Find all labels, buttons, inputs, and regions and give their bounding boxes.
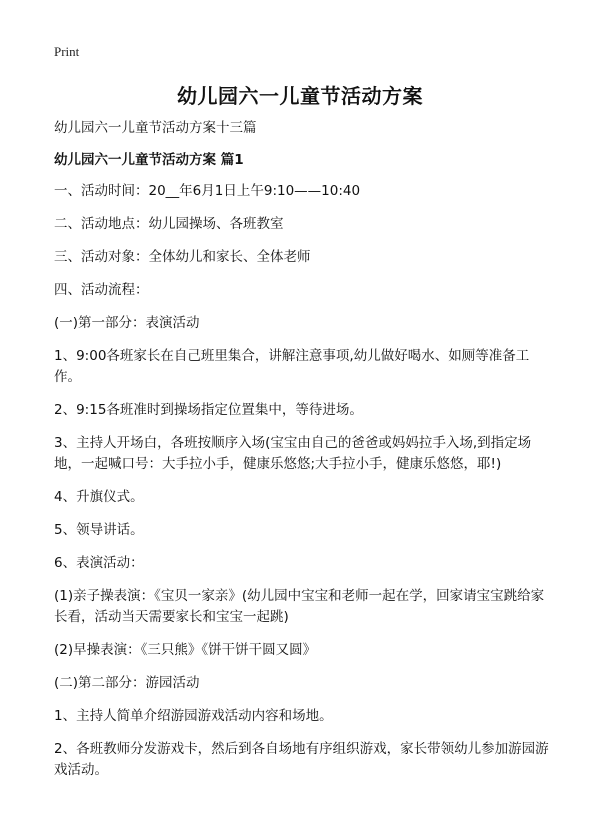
paragraph-step-4: 4、升旗仪式。 <box>54 489 144 505</box>
paragraph-activity-time: 一、活动时间：20__年6月1日上午9:10——10:40 <box>54 183 361 199</box>
page-title: 幼儿园六一儿童节活动方案 <box>177 84 423 108</box>
section-heading: 幼儿园六一儿童节活动方案 篇1 <box>54 152 244 168</box>
paragraph-performance-1: (1)亲子操表演：《宝贝一家亲》(幼儿园中宝宝和老师一起在学，回家请宝宝跳给家长看，活动当天需要家长和宝宝一起跳) <box>54 588 545 625</box>
paragraph-step-2: 2、9:15各班准时到操场指定位置集中，等待进场。 <box>54 402 363 418</box>
paragraph-step-3: 3、主持人开场白，各班按顺序入场(宝宝由自己的爸爸或妈妈拉手入场,到指定场地，一起喊口号：大手拉小手，健康乐悠悠;大手拉小手，健康乐悠悠，耶!) <box>54 435 532 472</box>
paragraph-garden-1: 1、主持人简单介绍游园游戏活动内容和场地。 <box>54 708 333 724</box>
paragraph-activity-process: 四、活动流程： <box>54 282 149 298</box>
paragraph-garden-2: 2、各班教师分发游戏卡，然后到各自场地有序组织游戏，家长带领幼儿参加游园游戏活动。 <box>54 741 549 778</box>
paragraph-step-1: 1、9:00各班家长在自己班里集合，讲解注意事项,幼儿做好喝水、如厕等准备工作。 <box>54 348 530 385</box>
document-body <box>54 118 554 793</box>
document-subtitle: 幼儿园六一儿童节活动方案十三篇 <box>54 120 257 136</box>
paragraph-performance-2: (2)早操表演：《三只熊》《饼干饼干圆又圆》 <box>54 642 317 658</box>
paragraph-part-one: (一)第一部分：表演活动 <box>54 315 200 331</box>
paragraph-activity-audience: 三、活动对象：全体幼儿和家长、全体老师 <box>54 249 311 265</box>
paragraph-step-6: 6、表演活动： <box>54 555 144 571</box>
print-link[interactable]: Print <box>54 44 80 59</box>
paragraph-step-5: 5、领导讲话。 <box>54 522 144 538</box>
paragraph-part-two: (二)第二部分：游园活动 <box>54 675 200 691</box>
paragraph-activity-location: 二、活动地点：幼儿园操场、各班教室 <box>54 216 284 232</box>
